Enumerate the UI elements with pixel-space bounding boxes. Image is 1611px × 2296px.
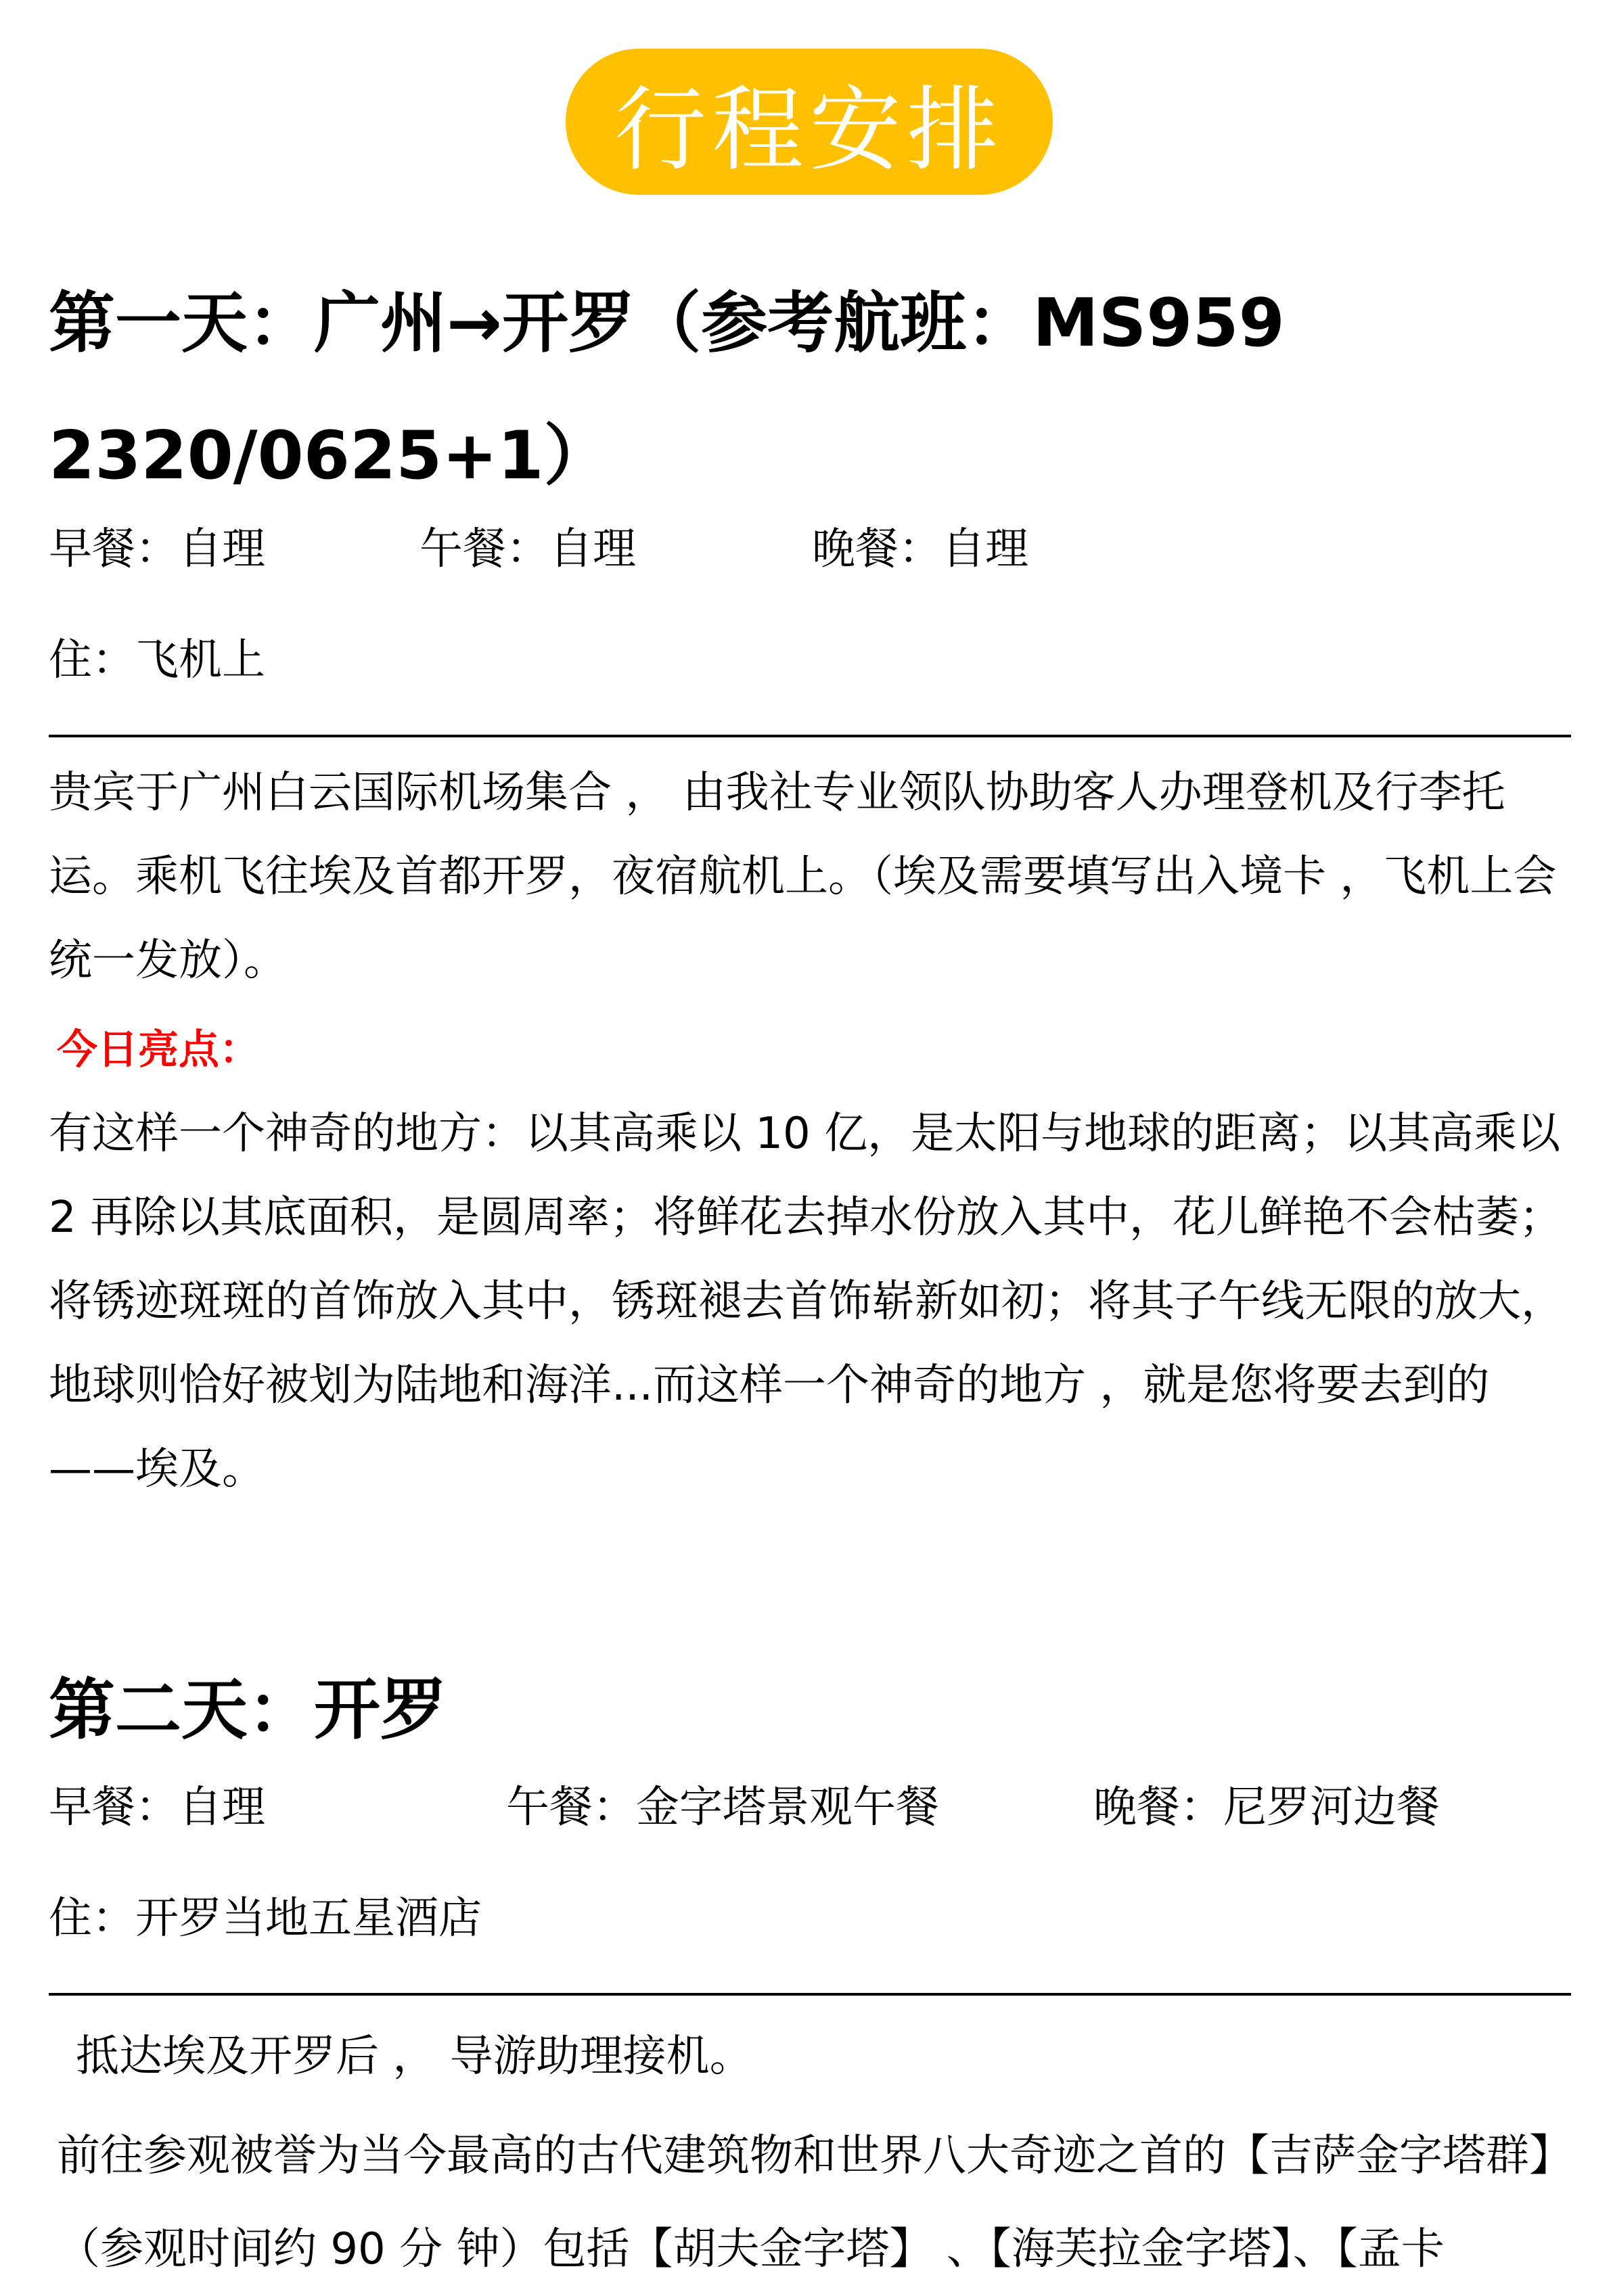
itinerary-badge: 行程安排: [566, 49, 1053, 195]
day1-highlight-label: 今日亮点：: [57, 1026, 260, 1074]
divider: [49, 735, 1571, 737]
day1-description: 贵宾于广州白云国际机场集合 ， 由我社专业领队协助客人办理登机及行李托运。乘机飞往埃及首都开罗，夜宿航机上。（埃及需要填写出入境卡 ，飞机上会统一发放）。: [49, 768, 1557, 986]
day1-lunch: 午餐：自理: [419, 524, 636, 574]
day2-description: 前往参观被誉为当今最高的古代建筑物和世界八大奇迹之首的【吉萨金字塔群】（参观时间约 90 分 钟）包括【胡夫金字塔】 、【海芙拉金字塔】、【孟卡: [57, 2131, 1572, 2274]
day2-breakfast: 早餐：自理: [49, 1783, 265, 1833]
day1-accommodation: 住：飞机上: [49, 635, 265, 685]
day2-accommodation: 住：开罗当地五星酒店: [49, 1893, 482, 1944]
day1-breakfast: 早餐：自理: [49, 524, 265, 574]
day2-dinner: 晚餐：尼罗河边餐: [1093, 1783, 1440, 1833]
day2-arrival-text: 抵达埃及开罗后 ， 导游助理接机。: [76, 2031, 753, 2082]
divider: [49, 1993, 1571, 1996]
day1-highlight-text: 有这样一个神奇的地方：以其高乘以 10 亿，是太阳与地球的距离；以其高乘以 2 再除以其底面积，是圆周率；将鲜花去掉水份放入其中，花儿鲜艳不会枯萎；将锈迹斑斑的首饰放入其中，锈斑褪去首饰崭新如初；将其子午线无限的放大，地球则恰好被划为陆地和海洋...而这样一个神奇的地方 ，就是您将要去到的——埃及。: [49, 1109, 1564, 1494]
day2-title: 第二天：开罗: [49, 1672, 447, 1749]
day1-title: 第一天：广州→开罗（参考航班：MS959 2320/0625+1）: [49, 285, 1285, 495]
day1-dinner: 晚餐：自理: [812, 524, 1028, 574]
day2-lunch: 午餐：金字塔景观午餐: [506, 1783, 939, 1833]
